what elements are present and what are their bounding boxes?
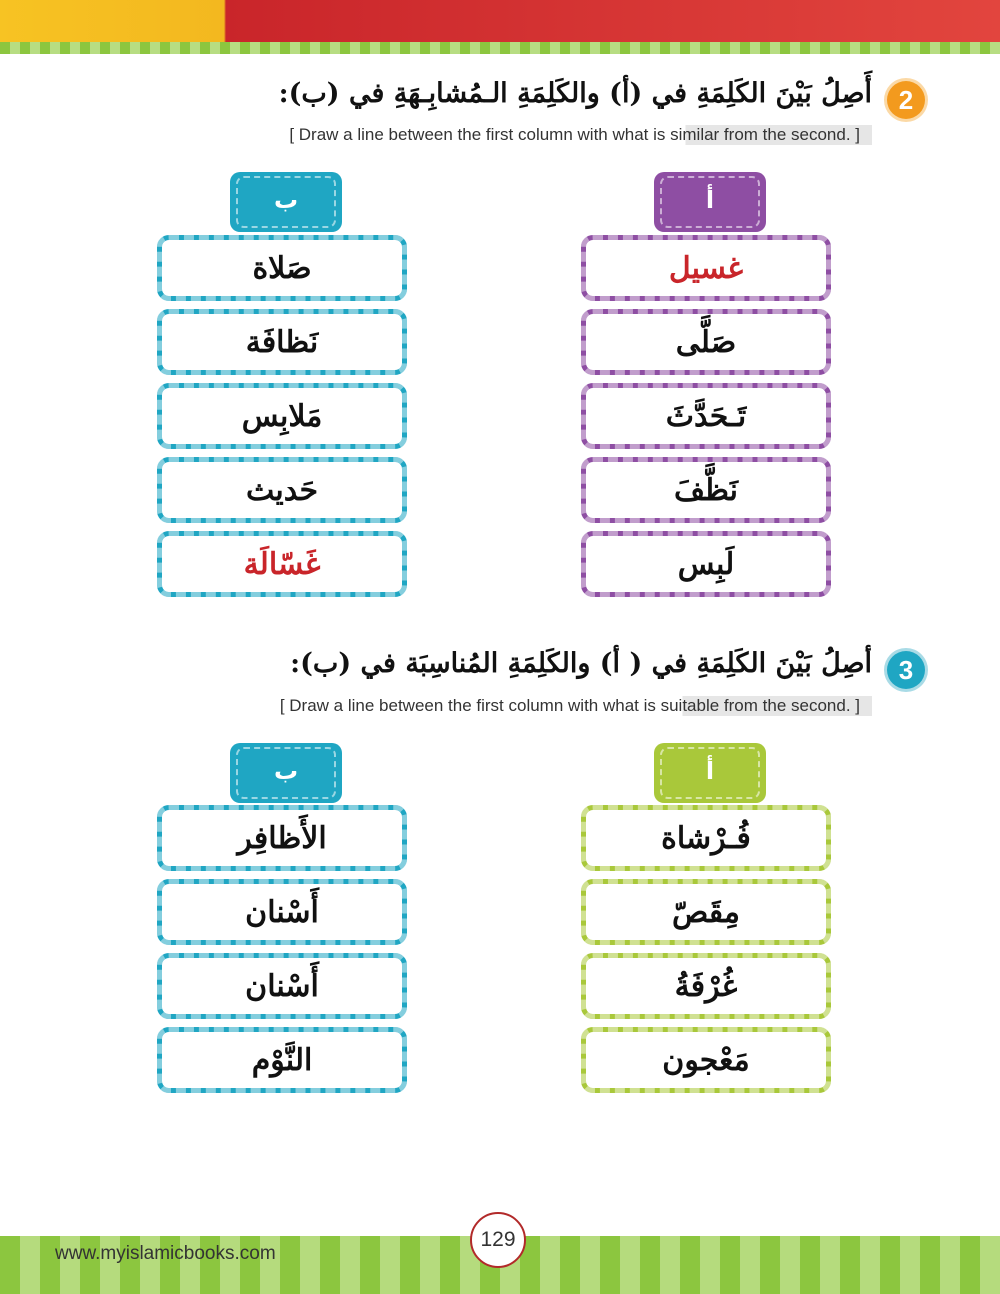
word-text: نَظَّفَ [674, 472, 739, 508]
word-box-a[interactable] [581, 879, 831, 945]
word-box-b[interactable] [157, 1027, 407, 1093]
column-a-header: أ [654, 172, 766, 232]
column-b-header: ب [230, 743, 342, 803]
word-box-a[interactable] [581, 309, 831, 375]
word-box-b[interactable] [157, 879, 407, 945]
word-box-a[interactable] [581, 953, 831, 1019]
question-title: أَصِلُ بَيْنَ الكَلِمَةِ في (أ) والكَلِمَةِ الـمُشابِـهَةِ في (ب): [278, 78, 872, 109]
word-text: مِقَصّ [672, 894, 740, 930]
word-box-b[interactable] [157, 457, 407, 523]
word-text: صَلَّى [675, 324, 737, 360]
word-box-a[interactable] [581, 531, 831, 597]
top-stripe [0, 42, 1000, 54]
word-text: لَبِس [677, 546, 735, 582]
word-box-b[interactable] [157, 531, 407, 597]
word-text: غسيل [668, 250, 744, 286]
word-box-a[interactable] [581, 235, 831, 301]
word-text: فُـرْشاة [661, 820, 751, 856]
question-number-badge: 3 [887, 651, 925, 689]
word-text: مَعْجون [662, 1042, 750, 1078]
column-a-header: أ [654, 743, 766, 803]
word-text: النَّوْم [251, 1042, 313, 1078]
word-box-a[interactable] [581, 805, 831, 871]
page-number: 129 [470, 1212, 526, 1268]
question-instruction: [ Draw a line between the first column with what is suitable from the second. ] [280, 696, 872, 716]
question-instruction: [ Draw a line between the first column with what is similar from the second. ] [289, 125, 872, 145]
column-b-header: ب [230, 172, 342, 232]
word-box-b[interactable] [157, 953, 407, 1019]
word-box-b[interactable] [157, 383, 407, 449]
word-box-b[interactable] [157, 235, 407, 301]
word-text: حَديث [245, 472, 319, 508]
footer-url: www.myislamicbooks.com [55, 1243, 276, 1264]
word-text: غُرْفَةُ [674, 968, 738, 1004]
word-text: غَسّالَة [243, 546, 321, 582]
word-text: مَلابِس [241, 398, 323, 434]
question-title: أصِلُ بَيْنَ الكَلِمَةِ في ( أ) والكَلِمَةِ المُناسِبَة في (ب): [290, 648, 872, 679]
word-box-b[interactable] [157, 309, 407, 375]
word-box-b[interactable] [157, 805, 407, 871]
word-box-a[interactable] [581, 457, 831, 523]
word-text: نَظافَة [245, 324, 319, 360]
word-text: أَسْنان [245, 894, 319, 930]
word-text: أَسْنان [245, 968, 319, 1004]
top-color-bar [0, 0, 1000, 42]
word-text: تَـحَدَّثَ [665, 398, 747, 434]
word-text: الأَظافِر [237, 820, 327, 856]
word-box-a[interactable] [581, 1027, 831, 1093]
word-box-a[interactable] [581, 383, 831, 449]
word-text: صَلاة [252, 250, 312, 286]
question-number-badge: 2 [887, 81, 925, 119]
